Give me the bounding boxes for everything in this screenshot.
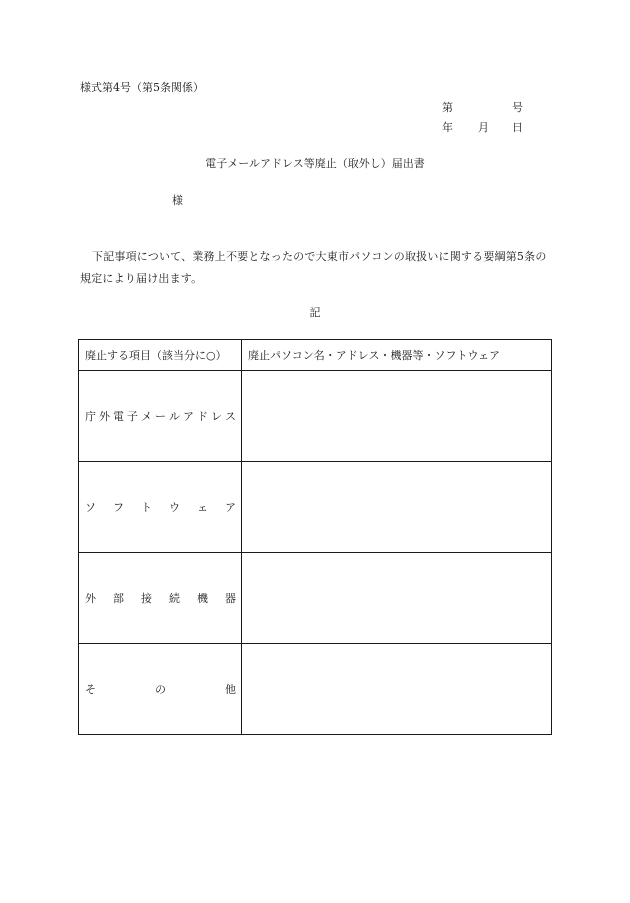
table-row (79, 553, 552, 644)
row-label-char: メ (141, 410, 152, 423)
date-month-label: 月 (478, 121, 489, 134)
row-label-char: 機 (197, 592, 208, 605)
row-label-char: ス (225, 410, 236, 423)
row-label (79, 553, 241, 643)
row-label-char: ウ (169, 501, 180, 514)
row-label-cell (79, 644, 242, 735)
row-label-char: ア (225, 501, 236, 514)
row-label-char: 子 (127, 410, 138, 423)
row-label-char: ア (183, 410, 194, 423)
date-day-label: 日 (512, 121, 523, 134)
row-label (79, 644, 241, 734)
header-item-label: 廃止する項目（該当分に○） (85, 349, 227, 362)
row-label-char: ソ (85, 501, 96, 514)
row-value-cell[interactable] (242, 553, 552, 644)
table-row (79, 644, 552, 735)
ki-heading: 記 (309, 306, 321, 319)
row-label-char: ト (141, 501, 152, 514)
row-label (79, 462, 241, 552)
row-label-char: 部 (113, 592, 124, 605)
addressee-suffix: 様 (172, 194, 183, 207)
row-label-char: ル (169, 410, 180, 423)
items-table (78, 339, 552, 735)
document-title: 電子メールアドレス等廃止（取外し）届出書 (205, 157, 425, 170)
table-row (79, 462, 552, 553)
row-label-char: 続 (169, 592, 180, 605)
document-number-suffix: 号 (512, 101, 523, 114)
row-label (79, 371, 241, 461)
header-cell-item (79, 340, 242, 371)
header-detail-label: 廃止パソコン名・アドレス・機器等・ソフトウェア (248, 349, 501, 362)
row-label-cell (79, 371, 242, 462)
row-value-cell[interactable] (242, 462, 552, 553)
row-label-char: の (155, 683, 166, 696)
row-label-cell (79, 553, 242, 644)
row-label-char: ー (155, 410, 166, 423)
row-label-char: フ (113, 501, 124, 514)
row-label-char: 接 (141, 592, 152, 605)
row-label-char: そ (85, 683, 96, 696)
body-text: 下記事項について、業務上不要となったので大東市パソコンの取扱いに関する要綱第5条の規定により届け出ます。 (80, 250, 547, 285)
row-label-char: レ (211, 410, 222, 423)
row-label-char: ド (197, 410, 208, 423)
row-label-char: 他 (225, 683, 236, 696)
row-label-char: 電 (113, 410, 124, 423)
row-label-char: 庁 (85, 410, 96, 423)
row-value-cell[interactable] (242, 371, 552, 462)
row-label-char: 外 (85, 592, 96, 605)
header-cell-detail (242, 340, 552, 371)
row-value-cell[interactable] (242, 644, 552, 735)
table-row (79, 371, 552, 462)
row-label-char: 外 (99, 410, 110, 423)
row-label-char: 器 (225, 592, 236, 605)
date-year-label: 年 (442, 121, 453, 134)
form-number: 様式第4号（第5条関係） (80, 81, 204, 94)
row-label-char: ェ (197, 501, 208, 514)
document-number-label: 第 (442, 101, 453, 114)
table-header-row (79, 340, 552, 371)
row-label-cell (79, 462, 242, 553)
